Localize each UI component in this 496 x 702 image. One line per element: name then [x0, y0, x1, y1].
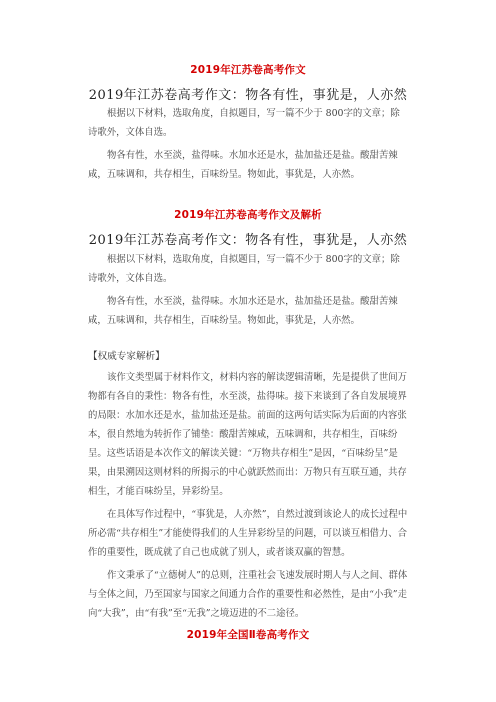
section-body — [88, 250, 408, 330]
paragraph: 根据以下材料，选取角度，自拟题目，写一篇不少于 800字的文章；除诗歌外，文体自选。 — [88, 108, 400, 138]
section-jiangsu — [0, 62, 496, 103]
paragraph: 该作文类型属于材料作文，材料内容的解读逻辑清晰，先是提供了世间万物都有各自的秉性：物各有性，水至淡，盐得味。接下来谈到了各自发展境界的局限：水加水还是水，盐加盐还是盐。前面的这两句话实际为后面的内容张本，很自然地为转折作了铺垫：酸甜苦辣咸，五味调和，共存相生，百味纷呈。这些话语是本次作文的解读关键：“万物共存相生”是因，“百味纷呈”是果，由果溯因这则材料的所揭示的中心就跃然而出：万物只有互联互通，共存相生，才能百味纷呈，异彩纷呈。 — [88, 372, 408, 497]
expert-analysis — [88, 347, 408, 623]
section-title: 2019年江苏卷高考作文 — [190, 64, 306, 76]
section-body — [88, 104, 408, 184]
section-national-2 — [0, 627, 496, 642]
paragraph: 根据以下材料，选取角度，自拟题目，写一篇不少于 800字的文章；除诗歌外，文体自选。 — [88, 254, 400, 284]
section-subtitle: 2019年江苏卷高考作文：物各有性，事犹是，人亦然 — [88, 88, 408, 103]
paragraph: 物各有性，水至淡，盐得味。水加水还是水，盐加盐还是盐。酸甜苦辣咸，五味调和，共存相生，百味纷呈。物如此，事犹是，人亦然。 — [88, 150, 398, 180]
paragraph: 作文秉承了“立德树人”的总则，注重社会飞速发展时期人与人之间、群体与全体之间，乃至国家与国家之间通力合作的重要性和必然性，是由“小我”走向“大我”，由“有我”至“无我”之境迈进的不二途径。 — [88, 570, 408, 619]
paragraph: 物各有性，水至淡，盐得味。水加水还是水，盐加盐还是盐。酸甜苦辣咸，五味调和，共存相生，百味纷呈。物如此，事犹是，人亦然。 — [88, 296, 398, 326]
paragraph: 在具体写作过程中，“事犹是，人亦然”，自然过渡到该论人的成长过程中所必需“共存相生”才能使得我们的人生异彩纷呈的问题，可以谈互相借力、合作的重要性，既成就了自己也成就了别人，或者谈双赢的智慧。 — [88, 509, 408, 558]
section-subtitle: 2019年江苏卷高考作文：物各有性，事犹是，人亦然 — [88, 233, 408, 248]
analysis-heading: 【权威专家解析】 — [88, 351, 165, 362]
section-title: 2019年全国Ⅱ卷高考作文 — [186, 629, 310, 641]
section-title: 2019年江苏卷高考作文及解析 — [174, 209, 322, 221]
section-jiangsu-analysis — [0, 207, 496, 248]
